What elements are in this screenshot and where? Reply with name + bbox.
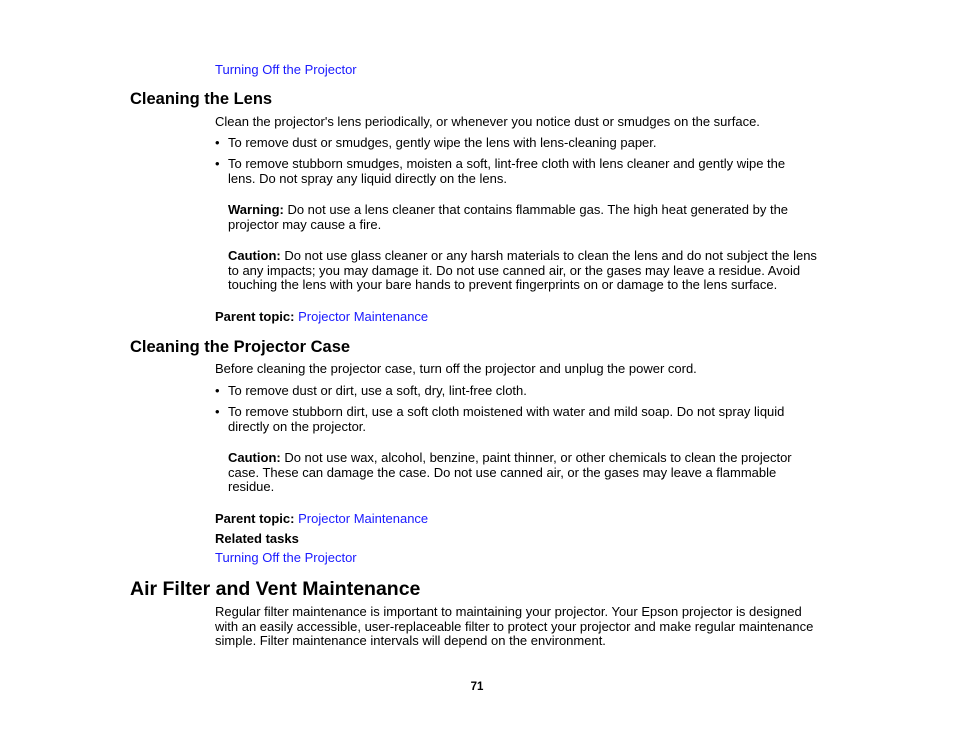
top-link-turning-off[interactable]: Turning Off the Projector [215, 62, 357, 77]
bullet-marker: • [215, 404, 220, 419]
warning-text: Do not use a lens cleaner that contains flammable gas. The high heat generated by the projector may cause a fire. [228, 202, 789, 232]
parent-topic-label: Parent topic: [215, 309, 295, 324]
case-bullet-2 [215, 404, 803, 434]
case-caution [228, 451, 803, 495]
caution-label: Caution: [228, 450, 281, 465]
warning-label: Warning: [228, 202, 284, 217]
bullet-marker: • [215, 383, 220, 398]
lens-bullet-2 [215, 156, 808, 186]
lens-intro: Clean the projector's lens periodically, or whenever you notice dust or smudges on the surface. [215, 114, 760, 129]
case-bullet-1 [215, 383, 828, 399]
heading-air-filter: Air Filter and Vent Maintenance [130, 578, 421, 600]
lens-warning [228, 203, 808, 232]
lens-bullet-1 [215, 135, 828, 151]
case-parent-topic [215, 511, 428, 527]
related-link-turning-off[interactable]: Turning Off the Projector [215, 550, 357, 565]
related-tasks-label: Related tasks [215, 531, 299, 546]
case-intro: Before cleaning the projector case, turn off the projector and unplug the power cord. [215, 361, 697, 376]
lens-parent-topic [215, 309, 428, 325]
lens-caution [228, 249, 828, 293]
page-number: 71 [470, 681, 484, 693]
parent-topic-label: Parent topic: [215, 511, 295, 526]
heading-cleaning-lens: Cleaning the Lens [130, 90, 273, 108]
lens-bullet-2-text: To remove stubborn smudges, moisten a soft, lint-free cloth with lens cleaner and gently wipe the lens. Do not spray any liquid directly on the lens. [228, 156, 786, 186]
parent-topic-link[interactable]: Projector Maintenance [298, 511, 429, 526]
filter-intro: Regular filter maintenance is important to maintaining your projector. Your Epson projector is designed with an easily accessible, user-replaceable filter to protect your projector and make regular maintenance simple. Filter maintenance intervals will depend on the environment. [215, 604, 814, 649]
caution-text: Do not use glass cleaner or any harsh materials to clean the lens and do not subject the lens to any impacts; you may damage it. Do not use canned air, or the gases may leave a residue. Avoid touching the lens with your bare hands to prevent fingerprints on or damage to the lens surface. [228, 248, 817, 293]
case-bullet-1-text: To remove dust or dirt, use a soft, dry, lint-free cloth. [228, 383, 527, 398]
caution-label: Caution: [228, 248, 281, 263]
parent-topic-link[interactable]: Projector Maintenance [298, 309, 429, 324]
bullet-marker: • [215, 156, 220, 171]
lens-bullet-1-text: To remove dust or smudges, gently wipe the lens with lens-cleaning paper. [228, 135, 657, 150]
caution-text: Do not use wax, alcohol, benzine, paint thinner, or other chemicals to clean the projector case. These can damage the case. Do not use canned air, or the gases may leave a flammable residue. [228, 450, 792, 495]
bullet-marker: • [215, 135, 220, 150]
heading-cleaning-case: Cleaning the Projector Case [130, 338, 351, 356]
case-bullet-2-text: To remove stubborn dirt, use a soft cloth moistened with water and mild soap. Do not spray liquid directly on the projector. [228, 404, 785, 434]
